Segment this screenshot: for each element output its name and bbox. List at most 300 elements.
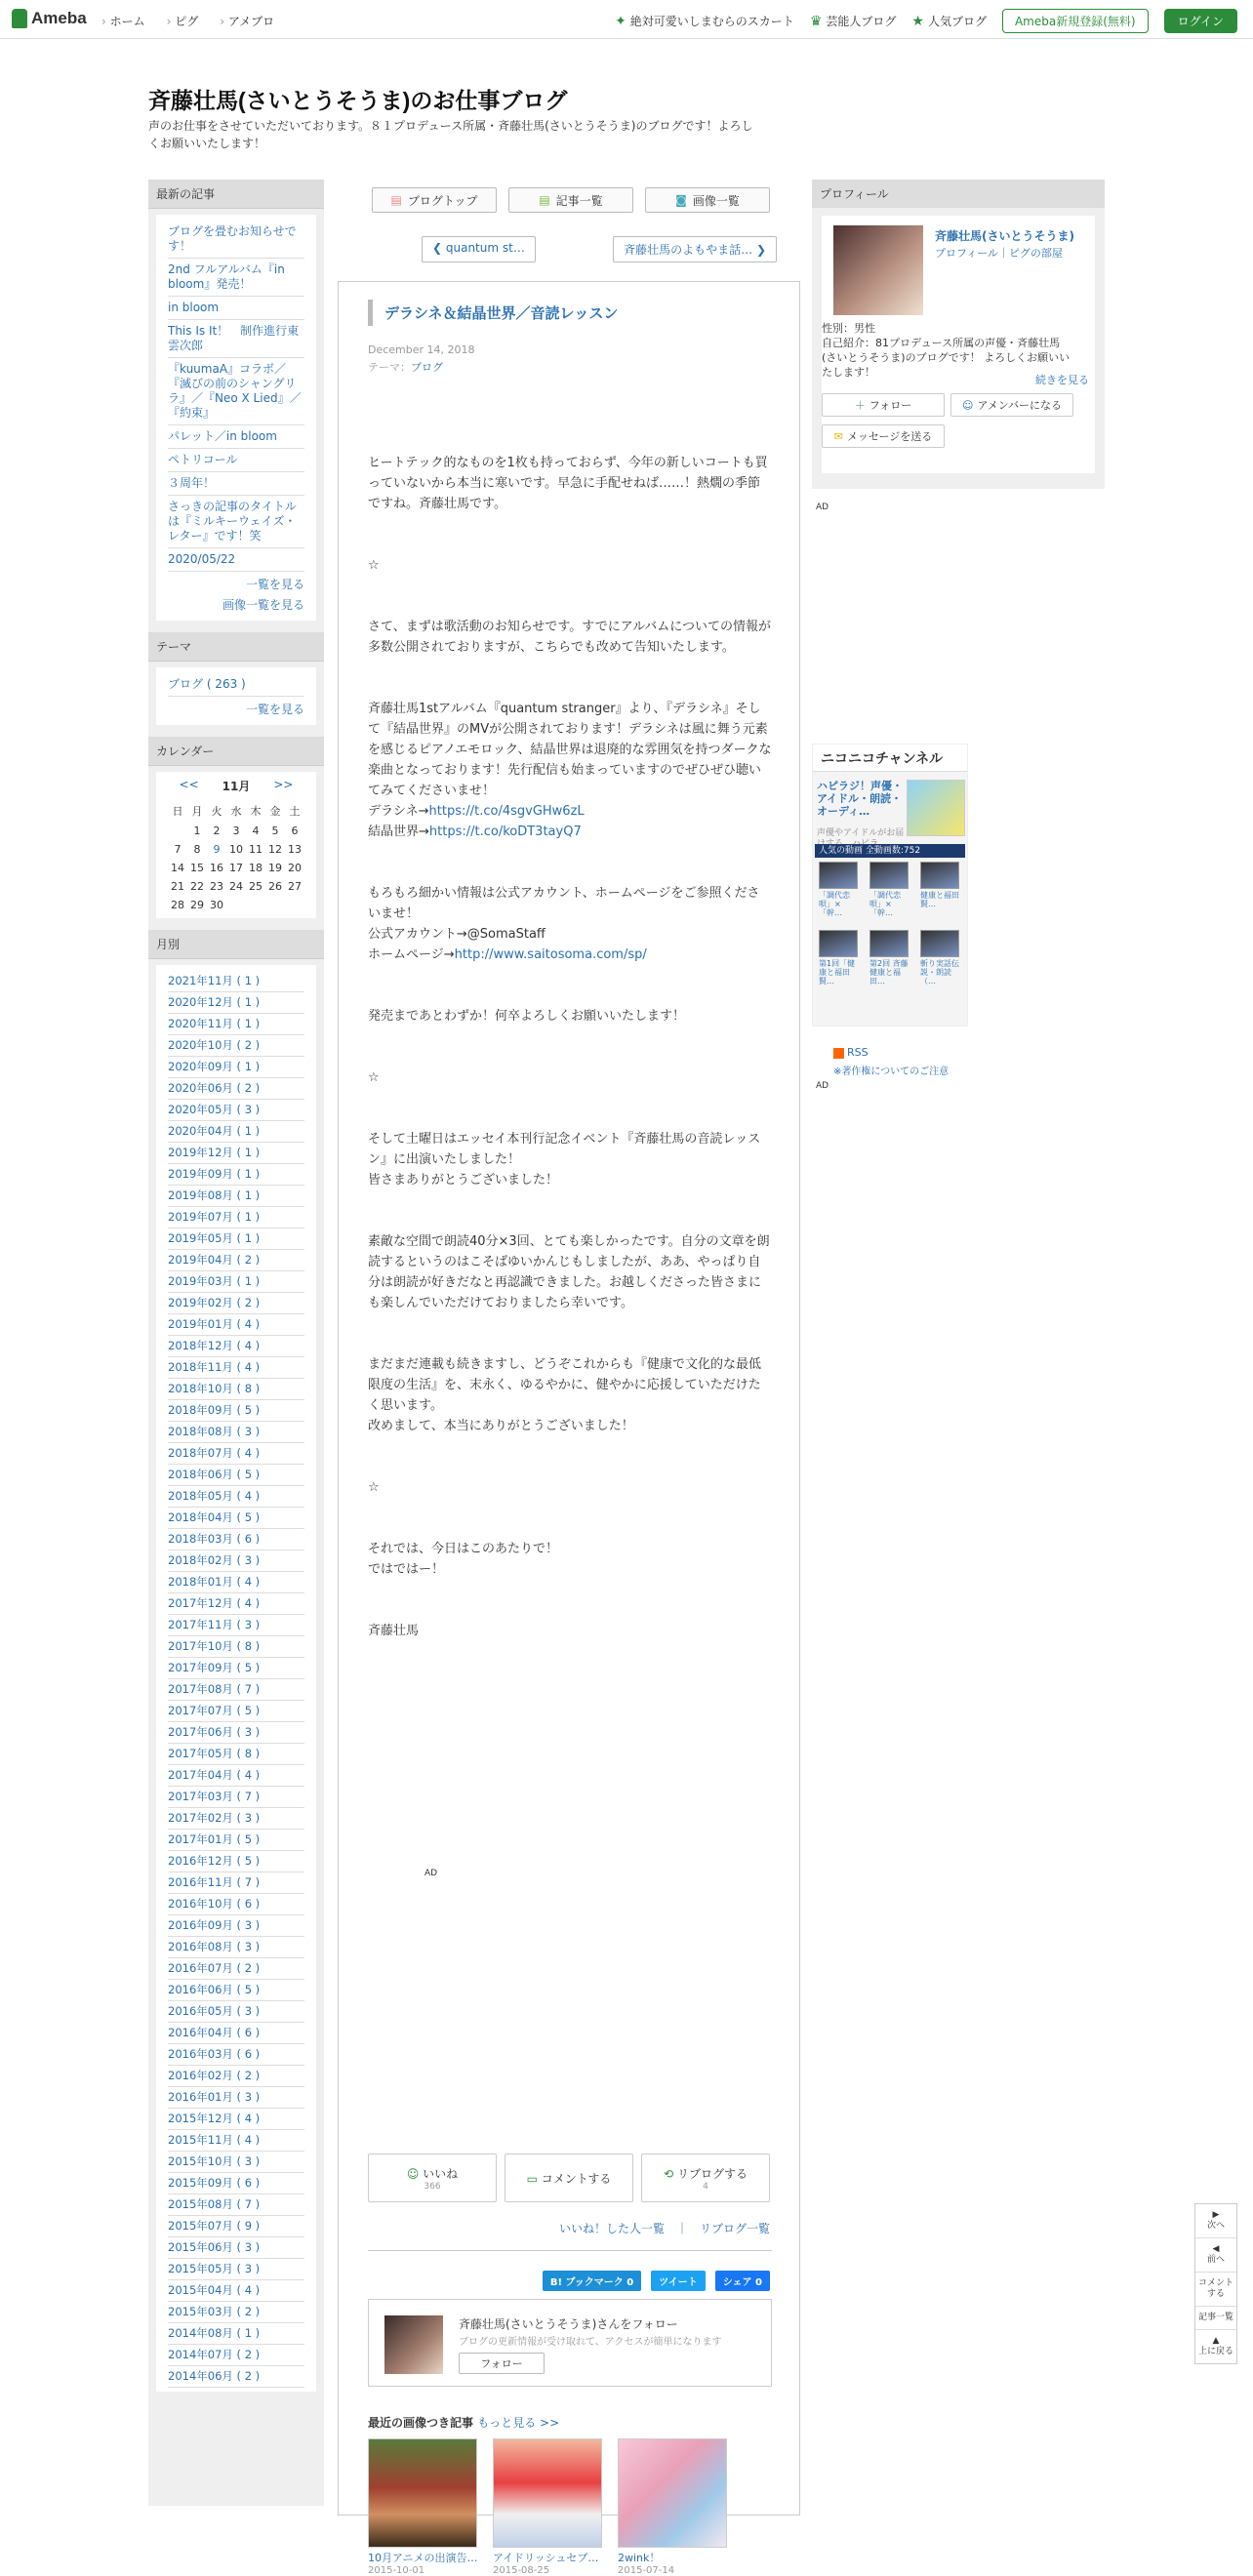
float-top-button[interactable] <box>1195 2330 1236 2363</box>
rss-label: RSS <box>847 1046 869 1059</box>
monthly-archive-link[interactable]: 2017年05月 ( 8 ) <box>168 1744 304 1765</box>
monthly-archive-link[interactable]: 2015年12月 ( 4 ) <box>168 2109 304 2130</box>
profile-avatar[interactable] <box>833 225 923 315</box>
article-title[interactable]: デラシネ＆結晶世界／音読レッスン <box>368 300 799 326</box>
comment-button[interactable] <box>505 2153 633 2202</box>
home-icon: ▤ <box>390 193 402 207</box>
monthly-archive-link[interactable]: 2016年01月 ( 3 ) <box>168 2087 304 2109</box>
recent-image-title: 最近の画像つき記事 <box>368 2416 474 2430</box>
global-nav <box>101 13 274 29</box>
main-column <box>338 180 804 2576</box>
recent-entry-link[interactable]: ペトリコール <box>168 449 304 472</box>
recent-entry-link[interactable]: パレット／in bloom <box>168 425 304 449</box>
profile-info <box>822 321 1071 380</box>
reblog-list-link[interactable]: リブログ一覧 <box>699 2222 770 2235</box>
nav-pigg[interactable]: › ピグ <box>167 13 199 29</box>
recent-entry-link[interactable]: This Is It！ 制作進行東雲次郎 <box>168 320 304 358</box>
niconico-video[interactable] <box>819 862 858 917</box>
recent-more-link[interactable]: 一覧を見る <box>245 578 304 591</box>
calendar-day: 25 <box>249 880 263 893</box>
calendar-day: 8 <box>193 843 201 856</box>
monthly-archive-link[interactable]: 2017年12月 ( 4 ) <box>168 1593 304 1615</box>
signature: 斉藤壮馬 <box>368 1624 420 1638</box>
monthly-archive-link[interactable]: 2017年08月 ( 7 ) <box>168 1679 304 1701</box>
sparkle-icon: ✦ <box>615 13 626 29</box>
ad-label: AD <box>424 1869 438 1878</box>
calendar-day: 10 <box>229 843 243 856</box>
monthly-archive-link[interactable]: 2017年01月 ( 5 ) <box>168 1830 304 1851</box>
calendar-day: 30 <box>210 899 223 911</box>
monthly-archive-link[interactable]: 2018年06月 ( 5 ) <box>168 1465 304 1486</box>
list-icon: ▤ <box>539 193 550 207</box>
theme-label: テーマ： <box>368 361 411 374</box>
calendar-next[interactable]: >> <box>273 778 294 791</box>
article <box>338 281 800 2576</box>
calendar-heading: カレンダー <box>148 737 324 766</box>
recent-image-more-link[interactable]: もっと見る >> <box>477 2416 560 2430</box>
recent-image-more-link[interactable]: 画像一覧を見る <box>222 598 304 612</box>
monthly-archive-link[interactable]: 2016年08月 ( 3 ) <box>168 1937 304 1958</box>
monthly-archive-link[interactable]: 2015年06月 ( 3 ) <box>168 2237 304 2259</box>
calendar-day: 21 <box>171 880 184 893</box>
calendar-day: 11 <box>249 843 263 856</box>
paragraph: まだまだ連載も続きますし、どうぞこれからも『健康で文化的な最低限度の生活』を、末永く、ゆるやかに、健やかに応援していただけたく思います。 <box>368 1357 762 1413</box>
thumb-image[interactable] <box>368 2438 477 2548</box>
video-title[interactable]: 「調代恋唄」×「幹… <box>819 891 850 917</box>
calendar-day: 27 <box>288 880 302 893</box>
monthly-archive-link[interactable]: 2018年07月 ( 4 ) <box>168 1443 304 1465</box>
star-divider: ☆ <box>368 1480 380 1495</box>
calendar-weekday: 土 <box>289 805 301 818</box>
calendar-day: 17 <box>229 862 243 874</box>
link-label: ホームページ→ <box>368 947 455 962</box>
popular-blog-link[interactable] <box>911 13 987 29</box>
play-icon: ▶ <box>1212 2210 1220 2220</box>
calendar-weekday: 火 <box>211 805 222 818</box>
profile-name[interactable]: 斉藤壮馬(さいとうそうま) <box>935 229 1074 243</box>
calendar-weekday: 水 <box>230 805 242 818</box>
star-divider: ☆ <box>368 1070 380 1085</box>
comment-label: コメントする <box>541 2171 612 2186</box>
nav-ameblo[interactable]: › アメブロ <box>220 13 274 29</box>
prev-entry-label: quantum st… <box>445 241 525 255</box>
monthly-archive-link[interactable]: 2014年07月 ( 2 ) <box>168 2345 304 2366</box>
calendar-day <box>246 896 265 914</box>
monthly-archive-link[interactable]: 2020年06月 ( 2 ) <box>168 1078 304 1100</box>
calendar-day: 22 <box>190 880 204 893</box>
thumb-date: 2015-10-01 <box>368 2565 425 2576</box>
niconico-header[interactable] <box>813 745 967 772</box>
link-line <box>368 801 772 822</box>
link-label: 結晶世界→ <box>368 825 429 839</box>
float-comment-button[interactable] <box>1195 2273 1236 2307</box>
monthly-archive-link[interactable]: 2014年06月 ( 2 ) <box>168 2366 304 2388</box>
float-top-label: 上に戻る <box>1197 2347 1233 2356</box>
niconico-channel-image[interactable] <box>907 780 965 836</box>
calendar-day: 4 <box>252 825 260 837</box>
reblog-button[interactable] <box>641 2153 770 2202</box>
float-list-button[interactable] <box>1195 2307 1236 2330</box>
calendar-day: 6 <box>291 825 299 837</box>
paragraph: ではではー！ <box>368 1562 445 1577</box>
rss-icon <box>833 1048 844 1059</box>
floating-nav <box>1194 2203 1237 2364</box>
monthly-archive-link[interactable]: 2015年04月 ( 4 ) <box>168 2280 304 2302</box>
follow-profile-button[interactable] <box>822 393 945 417</box>
celebrity-blog-label: 芸能人ブログ <box>826 15 897 28</box>
amember-button[interactable] <box>950 393 1073 417</box>
float-list-label: 記事一覧 <box>1197 2313 1233 2322</box>
profile-box <box>812 180 1105 489</box>
paragraph: 斉藤壮馬1stアルバム『quantum stranger』より、『デラシネ』そして『結晶世界』のMVが公開されております！デラシネは風に舞う元素を感じるピアノエモロック、結晶世界は退廃的な雰囲気を持つダークな楽曲となっております！先行配信も始まっていますのでぜひぜひ聴いてみてくださいませ！ <box>368 702 772 798</box>
theme-heading: テーマ <box>148 632 324 662</box>
float-prev-button[interactable] <box>1195 2238 1236 2273</box>
paragraph: さて、まずは歌活動のお知らせです。すでにアルバムについての情報が多数公開されておりますが、こちらでも改めて告知いたします。 <box>368 620 772 655</box>
calendar-day: 5 <box>271 825 279 837</box>
nav-home[interactable]: › ホーム <box>101 13 145 29</box>
up-icon: ▲ <box>1212 2336 1220 2346</box>
blog-title[interactable]: 斉藤壮馬(さいとうそうま)のお仕事ブログ <box>148 88 568 113</box>
paragraph: それでは、今日はこのあたりで！ <box>368 1542 559 1556</box>
thumb-title[interactable]: 2wink！ <box>618 2552 661 2564</box>
plus-icon: ＋ <box>854 399 866 412</box>
monthly-archive-link[interactable]: 2016年06月 ( 5 ) <box>168 1980 304 2001</box>
monthly-archive-link[interactable]: 2019年08月 ( 1 ) <box>168 1186 304 1207</box>
calendar <box>156 772 316 918</box>
header-right <box>615 9 1237 33</box>
reblog-label: リブログする <box>676 2166 748 2181</box>
tab-entry-list[interactable] <box>508 187 633 213</box>
monthly-archive-link[interactable]: 2018年10月 ( 8 ) <box>168 1379 304 1400</box>
monthly-archive-link[interactable]: 2015年07月 ( 9 ) <box>168 2216 304 2237</box>
float-next-label: 次へ <box>1206 2221 1225 2231</box>
monthly-list <box>156 965 316 2392</box>
like-links: いいね！した人一覧 ｜ リブログ一覧 <box>558 2222 770 2235</box>
profile-body <box>822 216 1095 473</box>
monthly-archive-link[interactable]: 2021年11月 ( 1 ) <box>168 971 304 992</box>
theme-more-link[interactable]: 一覧を見る <box>245 703 304 716</box>
video-thumb[interactable] <box>920 862 959 889</box>
monthly-archive-link[interactable]: 2018年03月 ( 6 ) <box>168 1529 304 1550</box>
follow-title: 斉藤壮馬(さいとうそうま)さんをフォロー <box>459 2317 678 2331</box>
thumb-item[interactable] <box>368 2438 477 2576</box>
user-plus-icon: ☺ <box>961 398 974 412</box>
recent-entries-list <box>156 215 316 621</box>
next-entry-link[interactable]: 斉藤壮馬のよもやま話… ❯ <box>613 236 777 262</box>
video-title[interactable]: 斬り実話伝説・朗読（… <box>920 959 959 986</box>
monthly-archive-link[interactable]: 2015年09月 ( 6 ) <box>168 2173 304 2194</box>
niconico-title: ニコニコチャンネル <box>821 750 944 767</box>
link-line <box>368 822 772 842</box>
calendar-day: 16 <box>210 862 223 874</box>
paragraph: 皆さまありがとうございました！ <box>368 1173 559 1187</box>
monthly-archive-link[interactable]: 2016年05月 ( 3 ) <box>168 2001 304 2023</box>
calendar-day <box>265 896 285 914</box>
video-title[interactable]: 健康と福田賢… <box>920 891 959 908</box>
like-count: 366 <box>424 2181 441 2192</box>
monthly-archive-link[interactable]: 2017年06月 ( 3 ) <box>168 1722 304 1744</box>
like-button[interactable] <box>368 2153 497 2202</box>
calendar-weekday: 日 <box>172 805 183 818</box>
calendar-day: 28 <box>171 899 184 911</box>
monthly-archive-link[interactable]: 2017年03月 ( 7 ) <box>168 1787 304 1808</box>
ameba-logo[interactable] <box>12 9 87 28</box>
video-title[interactable]: 第2回 斉藤健康と福田… <box>869 959 909 986</box>
monthly-archive-link[interactable]: 2019年05月 ( 1 ) <box>168 1228 304 1250</box>
recent-entry-link[interactable]: in bloom <box>168 297 304 320</box>
niconico-video[interactable] <box>819 930 858 986</box>
follow-subtext: ブログの更新情報が受け取れて、アクセスが簡単になります <box>459 2337 722 2348</box>
monthly-archive-link[interactable]: 2019年03月 ( 1 ) <box>168 1271 304 1293</box>
global-header <box>0 0 1253 39</box>
theme-item[interactable]: ブログ ( 263 ) <box>168 673 304 697</box>
thumb-title[interactable]: 10月アニメの出演告… <box>368 2552 477 2564</box>
monthly-archive-link[interactable]: 2014年08月 ( 1 ) <box>168 2323 304 2345</box>
calendar-day: 3 <box>232 825 240 837</box>
niconico-widget <box>812 744 968 1026</box>
like-label: いいね <box>423 2166 459 2181</box>
paragraph: ヒートテック的なものを1枚も持っておらず、今年の新しいコートも買っていないから本当に寒いです。早急に手配せねば……！熱燗の季節ですね。斉藤壮馬です。 <box>368 456 768 511</box>
blog-tabs <box>338 187 804 213</box>
facebook-share-button[interactable]: シェア 0 <box>715 2271 770 2291</box>
action-buttons <box>368 2153 770 2202</box>
niconico-video[interactable] <box>869 862 909 917</box>
calendar-day: 24 <box>229 880 243 893</box>
share-buttons <box>543 2271 770 2291</box>
monthly-heading: 月別 <box>148 930 324 959</box>
profile-links[interactable]: プロフィール｜ピグの部屋 <box>935 247 1063 260</box>
theme-box <box>148 632 324 725</box>
monthly-archive-link[interactable]: 2019年01月 ( 4 ) <box>168 1314 304 1336</box>
video-thumb[interactable] <box>869 862 909 889</box>
tab-image-list-label: 画像一覧 <box>692 193 740 208</box>
monthly-archive-link[interactable]: 2020年12月 ( 1 ) <box>168 992 304 1014</box>
video-title[interactable]: 第1回「健康と福田賢… <box>819 959 856 986</box>
monthly-archive-link[interactable]: 2017年07月 ( 5 ) <box>168 1701 304 1722</box>
paragraph: 発売まであとわずか！何卒よろしくお願いいたします！ <box>368 1009 686 1024</box>
calendar-day: 29 <box>190 899 204 911</box>
kesshou-link[interactable]: https://t.co/koDT3tayQ7 <box>428 825 582 839</box>
follow-box <box>368 2299 772 2387</box>
recent-entries-heading: 最新の記事 <box>148 180 324 209</box>
recent-entry-link[interactable]: ３周年！ <box>168 472 304 496</box>
calendar-day: 26 <box>268 880 282 893</box>
calendar-day: 20 <box>288 862 302 874</box>
video-title[interactable]: 「調代恋唄」×「幹… <box>869 891 901 917</box>
calendar-grid <box>168 800 304 914</box>
ad-label: AD <box>816 503 829 512</box>
ad-label: AD <box>816 1081 829 1091</box>
monthly-archive-link[interactable]: 2020年09月 ( 1 ) <box>168 1057 304 1078</box>
paragraph: 改めまして、本当にありがとうございました！ <box>368 1419 634 1433</box>
calendar-day[interactable]: 9 <box>213 843 221 856</box>
niconico-video[interactable] <box>869 930 909 986</box>
paragraph: そして土曜日はエッセイ本刊行記念イベント『斉藤壮馬の音読レッスン』に出演いたしました！ <box>368 1132 761 1167</box>
next-entry-label: 斉藤壮馬のよもやま話… <box>624 243 753 257</box>
profile-heading: プロフィール <box>812 180 1105 208</box>
monthly-archive-link[interactable]: 2016年11月 ( 7 ) <box>168 1872 304 1894</box>
thumb-title[interactable]: アイドリッシュセブ… <box>493 2552 599 2564</box>
calendar-day <box>226 896 246 914</box>
copyright-note-link[interactable]: ※著作権についてのご注意 <box>833 1067 950 1077</box>
monthly-archive-link[interactable]: 2016年02月 ( 2 ) <box>168 2066 304 2087</box>
niconico-channel-title[interactable]: ハピラジ！声優・アイドル・朗読・オーディ… <box>817 780 903 818</box>
message-button[interactable] <box>822 424 945 448</box>
prev-entry-link[interactable]: ❮ quantum st… <box>422 236 536 262</box>
thumb-item[interactable] <box>618 2438 727 2576</box>
tab-image-list[interactable] <box>645 187 770 213</box>
calendar-day: 2 <box>213 825 221 837</box>
thumb-date: 2015-08-25 <box>493 2565 550 2576</box>
monthly-archive-link[interactable]: 2017年11月 ( 3 ) <box>168 1615 304 1636</box>
monthly-archive-link[interactable]: 2018年09月 ( 5 ) <box>168 1400 304 1422</box>
calendar-day: 14 <box>171 862 184 874</box>
calendar-day: 19 <box>268 862 282 874</box>
tweet-button[interactable]: ツイート <box>651 2271 706 2291</box>
monthly-archive-link[interactable]: 2019年04月 ( 2 ) <box>168 1250 304 1271</box>
recent-entry-link[interactable]: さっきの記事のタイトルは『ミルキーウェイズ・レター』です！笑 <box>168 496 304 548</box>
celebrity-blog-link[interactable] <box>810 13 897 29</box>
popular-blog-label: 人気ブログ <box>927 15 987 28</box>
follow-profile-label: フォロー <box>869 399 912 412</box>
monthly-archive-link[interactable]: 2018年08月 ( 3 ) <box>168 1422 304 1443</box>
monthly-archive-link[interactable]: 2018年02月 ( 3 ) <box>168 1550 304 1572</box>
envelope-icon: ✉ <box>833 429 843 443</box>
monthly-archive-link[interactable]: 2018年05月 ( 4 ) <box>168 1486 304 1508</box>
calendar-day: 12 <box>268 843 282 856</box>
promo-link[interactable] <box>615 13 794 29</box>
recent-entry-link[interactable]: 2020/05/22 <box>168 548 304 572</box>
calendar-day: 13 <box>288 843 302 856</box>
video-thumb[interactable] <box>869 930 909 957</box>
rss-link[interactable] <box>833 1046 869 1059</box>
monthly-archive-link[interactable]: 2019年02月 ( 2 ) <box>168 1293 304 1314</box>
monthly-archive-link[interactable]: 2018年01月 ( 4 ) <box>168 1572 304 1593</box>
monthly-archive-link[interactable]: 2017年02月 ( 3 ) <box>168 1808 304 1830</box>
tab-blog-top-label: ブログトップ <box>407 193 478 208</box>
calendar-day: 23 <box>210 880 223 893</box>
monthly-archive-link[interactable]: 2018年12月 ( 4 ) <box>168 1336 304 1357</box>
reblog-icon: ⟲ <box>664 2166 674 2181</box>
monthly-archive-link[interactable]: 2019年12月 ( 1 ) <box>168 1143 304 1164</box>
monthly-archive-link[interactable]: 2016年09月 ( 3 ) <box>168 1915 304 1937</box>
thumb-image[interactable] <box>493 2438 602 2548</box>
profile-more-link[interactable]: 続きを見る <box>1035 374 1089 386</box>
follow-button[interactable]: フォロー <box>459 2353 545 2374</box>
monthly-archive-link[interactable]: 2020年11月 ( 1 ) <box>168 1014 304 1035</box>
recent-image-entries-heading <box>368 2414 559 2431</box>
niconico-video[interactable] <box>920 930 959 986</box>
recent-entries-box <box>148 180 324 621</box>
video-thumb[interactable] <box>819 862 858 889</box>
logo-text: Ameba <box>31 9 87 27</box>
smile-icon: ☺ <box>406 2166 420 2181</box>
tab-blog-top[interactable] <box>372 187 497 213</box>
monthly-archive-link[interactable]: 2019年09月 ( 1 ) <box>168 1164 304 1186</box>
thumb-item[interactable] <box>493 2438 602 2576</box>
monthly-archive-link[interactable]: 2015年08月 ( 7 ) <box>168 2194 304 2216</box>
monthly-archive-link[interactable]: 2015年10月 ( 3 ) <box>168 2152 304 2173</box>
reblog-count: 4 <box>703 2181 708 2192</box>
monthly-archive-link[interactable]: 2018年04月 ( 5 ) <box>168 1508 304 1529</box>
right-sidebar <box>812 180 1105 1091</box>
calendar-day: 1 <box>193 825 201 837</box>
calendar-box <box>148 737 324 918</box>
monthly-box <box>148 930 324 2392</box>
thumb-image[interactable] <box>618 2438 727 2548</box>
video-thumb[interactable] <box>920 930 959 957</box>
calendar-day <box>168 822 187 840</box>
calendar-nav <box>168 778 304 794</box>
calendar-month: 11月 <box>222 780 251 793</box>
monthly-archive-link[interactable]: 2017年04月 ( 4 ) <box>168 1765 304 1787</box>
link-label: デラシネ→ <box>368 804 429 819</box>
theme-link[interactable]: ブログ <box>411 361 443 374</box>
login-button[interactable]: ログイン <box>1164 9 1237 33</box>
recent-entry-link[interactable]: ブログを畳むお知らせです！ <box>168 221 304 259</box>
monthly-archive-link[interactable]: 2015年05月 ( 3 ) <box>168 2259 304 2280</box>
monthly-archive-link[interactable]: 2015年03月 ( 2 ) <box>168 2302 304 2323</box>
theme-list <box>156 667 316 725</box>
recent-entry-link[interactable]: 『kuumaA』コラボ／『滅びの前のシャングリラ』／『Neo X Lied』／『約束』 <box>168 358 304 425</box>
ameba-logo-icon <box>12 9 27 28</box>
monthly-archive-link[interactable]: 2020年05月 ( 3 ) <box>168 1100 304 1121</box>
article-date: December 14, 2018 <box>368 343 475 356</box>
monthly-archive-link[interactable]: 2020年10月 ( 2 ) <box>168 1035 304 1057</box>
float-comment-label: コメントする <box>1197 2278 1233 2299</box>
crown-icon: ♛ <box>809 13 823 29</box>
niconico-video[interactable] <box>920 862 959 917</box>
calendar-day <box>285 896 304 914</box>
video-thumb[interactable] <box>819 930 858 957</box>
monthly-archive-link[interactable]: 2016年04月 ( 6 ) <box>168 2023 304 2044</box>
recent-entry-link[interactable]: 2nd フルアルバム『in bloom』発売！ <box>168 259 304 297</box>
monthly-archive-link[interactable]: 2016年12月 ( 5 ) <box>168 1851 304 1872</box>
article-theme <box>368 359 799 375</box>
blog-description: 声のお仕事をさせていただいております。８１プロデュース所属・斉藤壮馬(さいとうそうま)のブログです！よろしくお願いいたします！ <box>148 119 753 150</box>
float-next-button[interactable] <box>1195 2204 1236 2238</box>
homepage-link[interactable]: http://www.saitosoma.com/sp/ <box>454 947 647 962</box>
calendar-day: 18 <box>249 862 263 874</box>
recent-image-thumbs <box>368 2438 727 2576</box>
hatena-bookmark-button[interactable]: B! ブックマーク 0 <box>543 2271 641 2291</box>
deracine-link[interactable]: https://t.co/4sgvGHw6zL <box>428 804 585 819</box>
monthly-archive-link[interactable]: 2018年11月 ( 4 ) <box>168 1357 304 1379</box>
monthly-archive-link[interactable]: 2019年07月 ( 1 ) <box>168 1207 304 1228</box>
monthly-archive-link[interactable]: 2017年09月 ( 5 ) <box>168 1658 304 1679</box>
star-icon: ★ <box>911 13 924 29</box>
profile-intro: 自己紹介：81プロデュース所属の声優・斉藤壮馬(さいとうそうま)のブログです！ よろしくお願いいたします！ <box>822 337 1071 379</box>
liked-people-link[interactable]: いいね！した人一覧 <box>558 2222 665 2235</box>
register-button[interactable]: Ameba新規登録(無料) <box>1002 9 1149 33</box>
monthly-archive-link[interactable]: 2017年10月 ( 8 ) <box>168 1636 304 1658</box>
monthly-archive-link[interactable]: 2020年04月 ( 1 ) <box>168 1121 304 1143</box>
paragraph: 公式アカウント→@SomaStaff <box>368 927 546 942</box>
author-avatar[interactable] <box>384 2315 443 2374</box>
back-icon: ◀ <box>1212 2244 1220 2254</box>
monthly-archive-link[interactable]: 2016年10月 ( 6 ) <box>168 1894 304 1915</box>
calendar-weekday: 金 <box>269 805 281 818</box>
paragraph: もろもろ細かい情報は公式アカウント、ホームページをご参照くださいませ！ <box>368 886 760 921</box>
niconico-channel-desc: 声優やアイドルがお届 <box>817 828 905 838</box>
message-label: メッセージを送る <box>846 430 933 443</box>
monthly-archive-link[interactable]: 2016年07月 ( 2 ) <box>168 1958 304 1980</box>
calendar-weekday: 木 <box>250 805 262 818</box>
niconico-popular-bar: 人気の動画 全動画数:752 <box>815 844 965 858</box>
monthly-archive-link[interactable]: 2015年11月 ( 4 ) <box>168 2130 304 2152</box>
monthly-archive-link[interactable]: 2016年03月 ( 6 ) <box>168 2044 304 2066</box>
calendar-prev[interactable]: << <box>179 778 199 791</box>
